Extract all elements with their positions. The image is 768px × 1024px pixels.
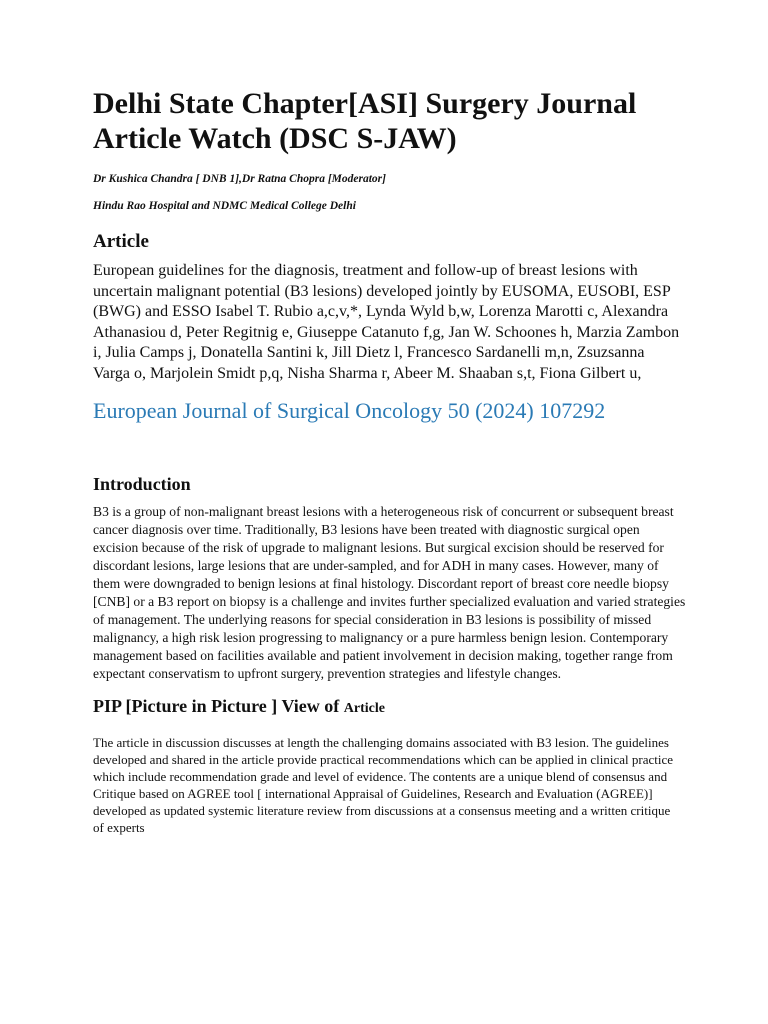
- introduction-heading: Introduction: [93, 474, 191, 494]
- document-title: Delhi State Chapter[ASI] Surgery Journal Article Watch (DSC S-JAW): [93, 87, 637, 155]
- pip-heading: [93, 695, 698, 720]
- article-reference: European guidelines for the diagnosis, treatment and follow-up of breast lesions with uncertain malignant potential (B3 lesions) developed jointly by EUSOMA, EUSOBI, ESP (BWG) and ESSO Isabel T. Rubio a,c,v,*, Lynda Wyld b,w, Lorenza Marotti c, Alexandra Athanasiou d, Peter Regitnig e, Giuseppe Catanuto f,g, Jan W. Schoones h, Marzia Zambon i, Julia Camps j, Donatella Santini k, Jill Dietz l, Francesco Sardanelli m,n, Zsuzsanna Varga o, Marjolein Smidt p,q, Nisha Sharma r, Abeer M. Shaaban s,t, Fiona Gilbert u,: [93, 262, 680, 382]
- pip-heading-suffix: Article: [343, 701, 385, 716]
- journal-citation: European Journal of Surgical Oncology 50 (2024) 107292: [93, 398, 606, 423]
- article-heading: Article: [93, 231, 149, 252]
- affiliation: Hindu Rao Hospital and NDMC Medical College Delhi: [93, 200, 356, 212]
- pip-text: The article in discussion discusses at length the challenging domains associated with B3 lesion. The guidelines developed and shared in the article provide practical recommendations which can be applied in clinical practice which include recommendation grade and level of evidence. The contents are a unique blend of consensus and Critique based on AGREE tool [ international Appraisal of Guidelines, Research and Evaluation (AGREE)] developed as updated systemic literature review from discussions at a consensus meeting and a written critique of experts: [93, 735, 674, 835]
- pip-heading-main: PIP [Picture in Picture ] View of: [93, 696, 340, 716]
- authors: Dr Kushica Chandra [ DNB 1],Dr Ratna Chopra [Moderator]: [93, 173, 386, 185]
- introduction-text: B3 is a group of non-malignant breast lesions with a heterogeneous risk of concurrent or subsequent breast cancer diagnosis over time. Traditionally, B3 lesions have been treated with diagnostic surgical open excision because of the risk of upgrade to malignant lesions. But surgical excision should be reserved for discordant lesions, large lesions that are under-sampled, and for ADH in many cases. However, many of them were downgraded to benign lesions at final histology. Discordant report of breast core needle biopsy [CNB] or a B3 report on biopsy is a challenge and invites further specialized evaluation and varied strategies of management. The underlying reasons for special consideration in B3 lesions is possibility of missed malignancy, a high risk lesion progressing to malignancy or a pure harmless benign lesion. Contemporary management based on facilities available and patient involvement in decision making, together range from expectant conservatism to upfront surgery, prevention strategies and lifestyle changes.: [93, 504, 686, 681]
